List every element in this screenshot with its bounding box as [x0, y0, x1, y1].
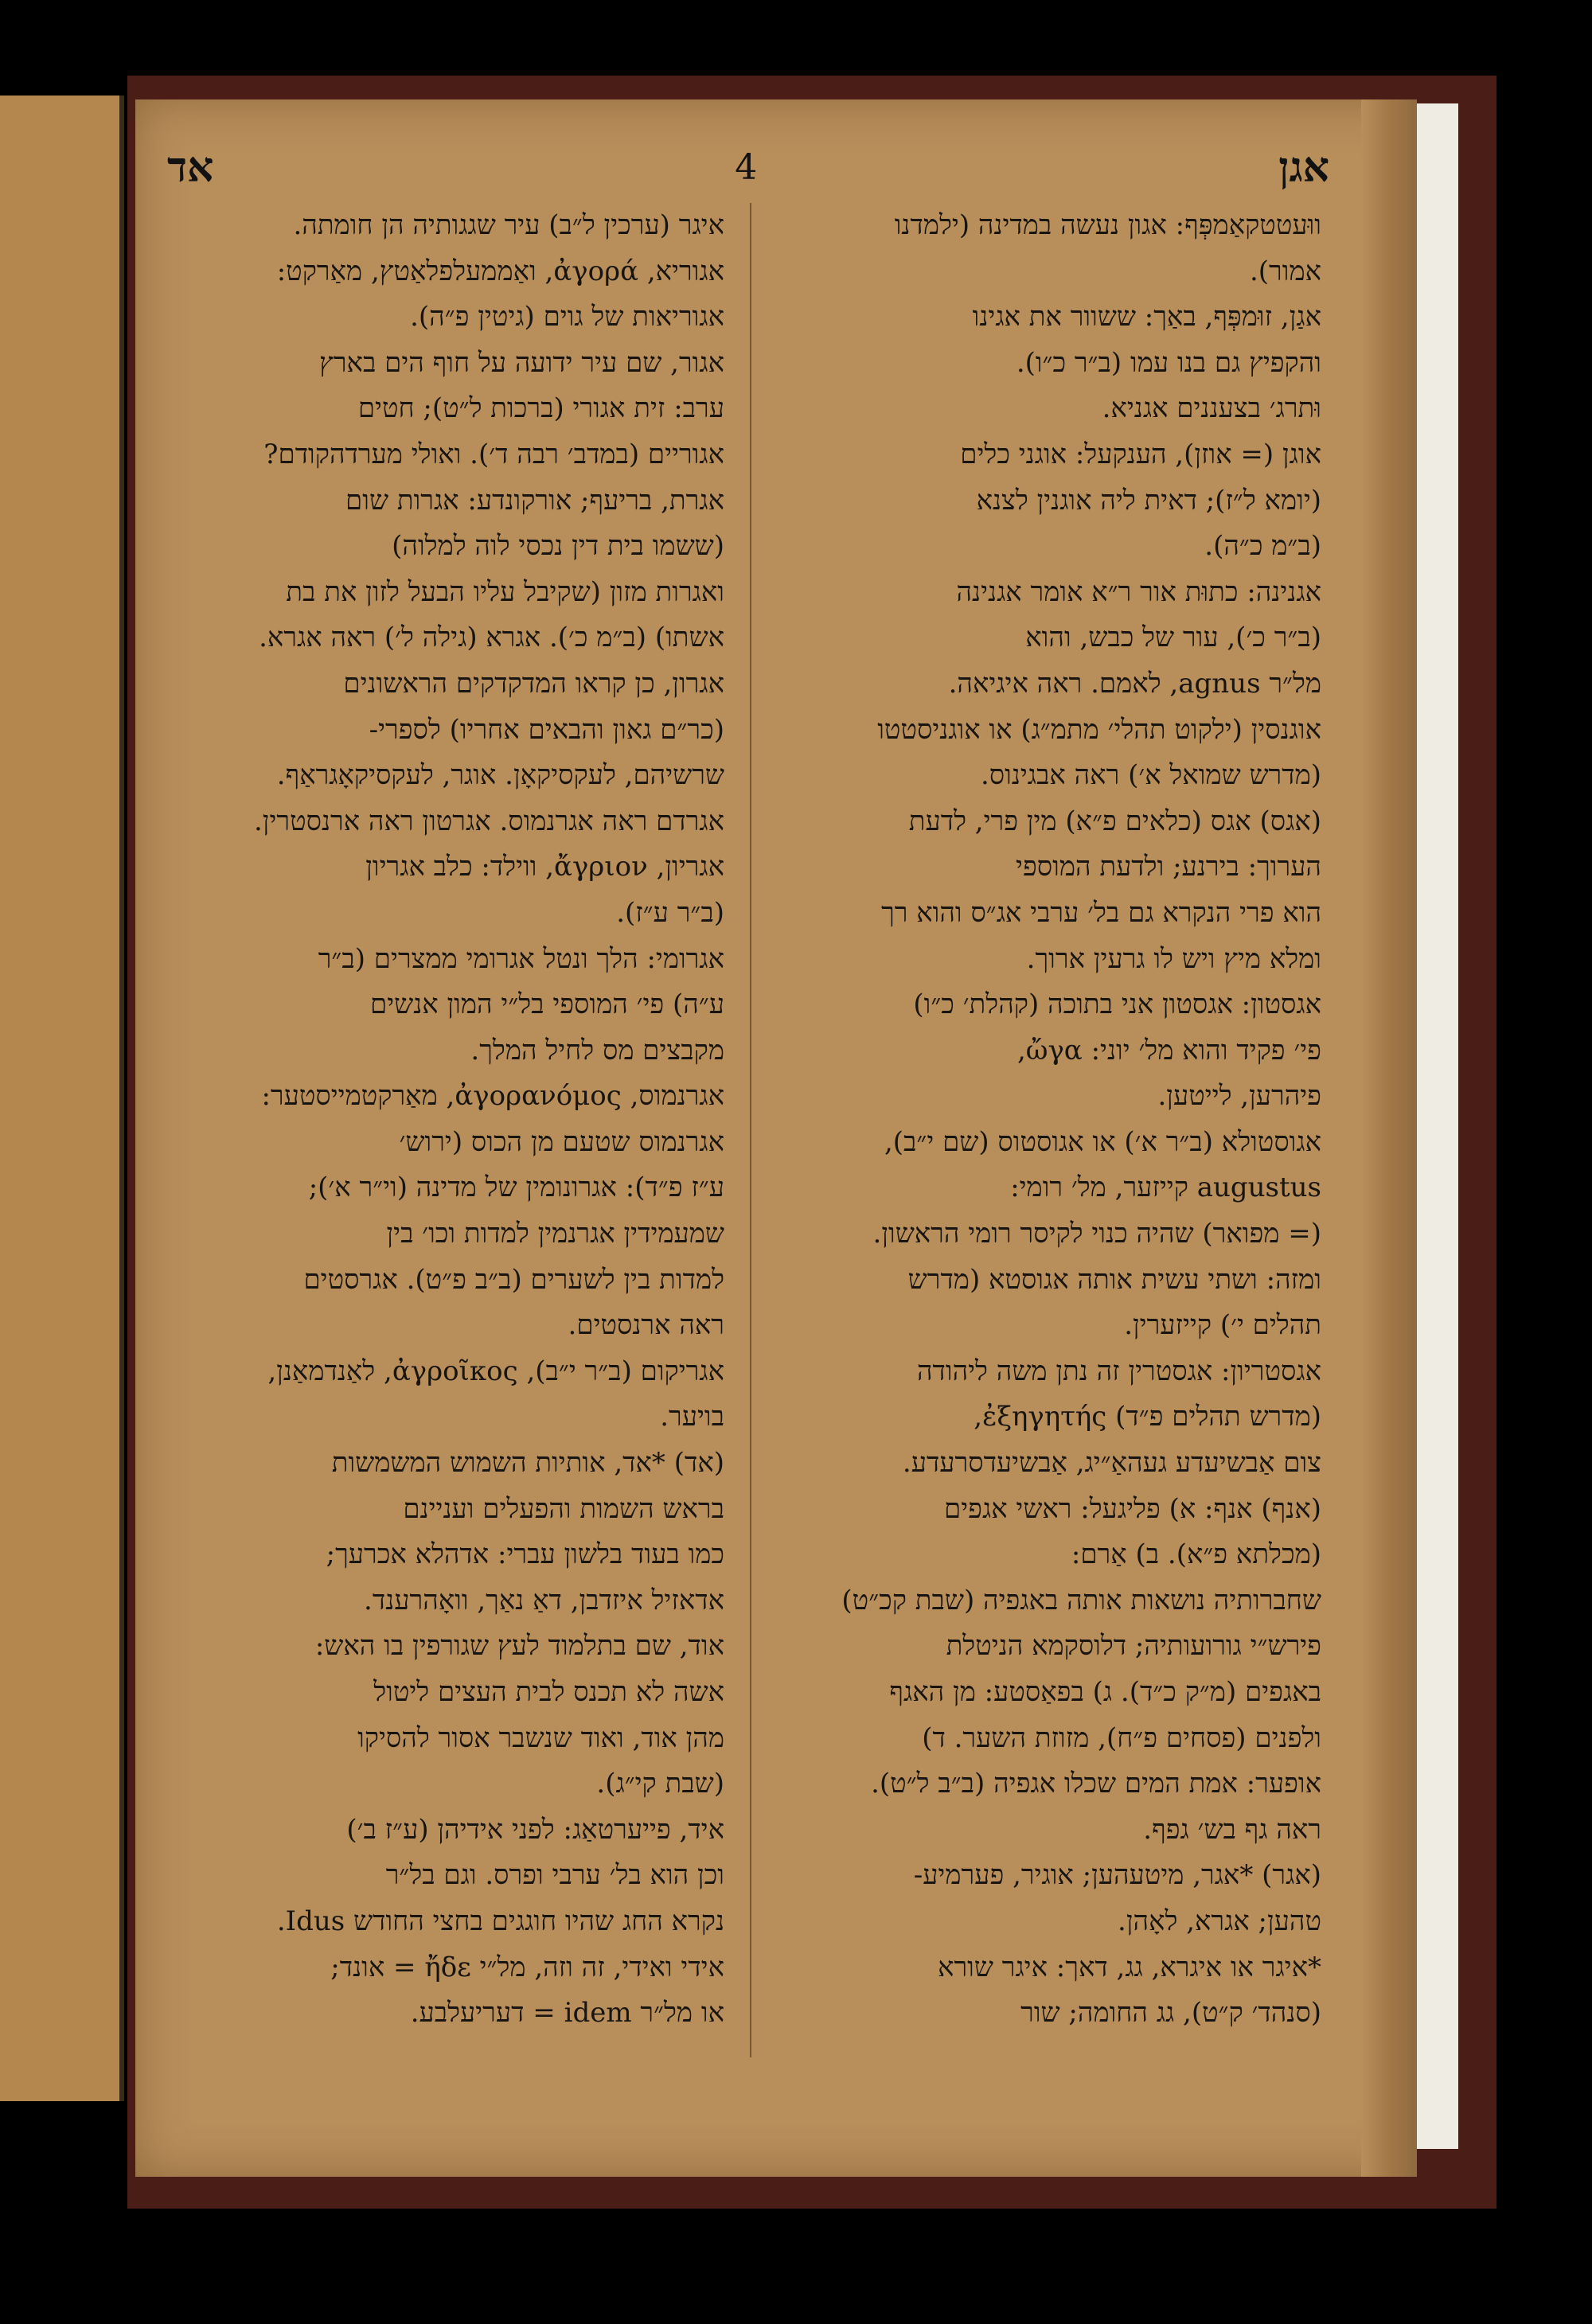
text-line: אידי ואידי, זה וזה, מל״י ἤδε = אונד; [330, 1951, 724, 1983]
text-line: אגריקום (ב״ר י״ב), ἀγροῖκος, לאַנדמאַנן, [267, 1355, 724, 1387]
text-line: (מכלתא פ״א). ב) אַרם: [1071, 1538, 1321, 1571]
text-line: וּתרג׳ בצעננים אגניא. [1102, 392, 1321, 425]
text-line: (ששמו בית דין נכסי לוה למלוה) [392, 530, 724, 563]
right-running-head: אגן [1278, 142, 1329, 192]
page-header [167, 131, 1329, 203]
text-line: אמור). [1249, 255, 1321, 287]
text-line: (יומא ל״ז); דאית ליה אוגנין לצנא [976, 484, 1321, 517]
right-column [776, 203, 1321, 2057]
text-line: (ב״מ כ״ה). [1204, 530, 1321, 563]
text-line: פירש״י גורועותיה; דלוסקמא הניטלת [946, 1630, 1321, 1663]
text-columns [179, 203, 1321, 2057]
text-line: ראה גף בש׳ גפף. [1143, 1813, 1321, 1846]
left-running-head: אד [167, 142, 214, 192]
text-line: בויער. [660, 1401, 724, 1433]
text-line: טהען; אגרא, לאָהן. [1118, 1905, 1321, 1937]
text-line: (מדרש שמואל א׳) ראה אבגינוס. [980, 759, 1321, 792]
text-line: פי׳ פקיד והוא מל׳ יוני: ὤγα, [1016, 1034, 1321, 1066]
text-line: אדאזיל איזדבן, דאַ נאַך, וואָהרענד. [364, 1584, 724, 1616]
facing-page-edge [0, 96, 124, 2101]
text-line: מקבצים מס לחיל המלך. [470, 1034, 724, 1066]
text-line: או מל״ר idem = דעריעלבע. [410, 1997, 724, 2030]
text-line: כמו בעוד בלשון עברי: אדהלא אכרעך; [326, 1538, 724, 1571]
text-line: אגוריא, ἀγορά, ואַממעלפלאַטץ, מאַרקט: [276, 255, 724, 287]
text-line: אגרנמוס שטעם מן הכוס (ירוש׳ [399, 1125, 724, 1158]
text-line: אשתו) (ב״מ כ׳). אגרא (גילה ל׳) ראה אגרא. [259, 622, 724, 654]
text-line: אגוריאות של גוים (גיטין פ״ה). [410, 301, 724, 333]
text-line: אשה לא תכנס לבית העצים ליטול [373, 1676, 724, 1708]
text-line: תהלים י׳) קייזערין. [1124, 1309, 1321, 1342]
text-line: איד, פייערטאַג: לפני אידיהן (ע״ז ב׳) [346, 1813, 724, 1846]
text-line: (אד) *אד, אותיות השמוש המשמשות [331, 1447, 724, 1480]
text-line: ערב: זית אגורי (ברכות ל״ט); חטים [357, 392, 724, 425]
text-line: ומלא מיץ ויש לו גרעין ארוך. [1026, 942, 1321, 975]
text-line: אגַן, זוּמפְּף, באַך: ששוור את אגינו [972, 301, 1321, 333]
text-line: נקרא החג שהיו חוגגים בחצי החודש Idus. [276, 1905, 724, 1937]
text-line: צום אַבשיעדע געהאַ״יג, אַבשיעדסרעדע. [902, 1447, 1321, 1480]
text-line: שמעמידין אגרנמין למדות וכו׳ בין [386, 1218, 724, 1250]
text-line: (ב״ר כ׳), עור של כבש, והוא [1025, 622, 1321, 654]
text-line: ווּעטטקאַמפְּף: אגון נעשה במדינה (ילמדנו [894, 209, 1321, 241]
left-column [179, 203, 724, 2057]
text-line: אגור, שם עיר ידועה על חוף הים בארץ [319, 346, 724, 379]
text-line: augustus קייזער, מל׳ רומי: [1010, 1172, 1321, 1204]
text-line: הוא פרי הנקרא גם בל׳ ערבי אג״ס והוא רך [881, 896, 1321, 929]
text-line: אגריון, ἄγριον, ווילד: כלב אגריון [365, 851, 724, 883]
text-line: (מדרש תהלים פ״ד) ἐξηγητής, [974, 1401, 1321, 1433]
text-line: מהן אוד, ואוד שנשבר אסור להסיקו [357, 1722, 724, 1754]
text-line: (אנף) אנף: א) פליגעל: ראשי אגפים [944, 1492, 1321, 1525]
text-line: ע״ה) פי׳ המוספי בל״י המון אנשים [370, 988, 724, 1021]
text-line: אגרת, בריעף; אורקונדע: אגרות שום [345, 484, 724, 517]
text-line: והקפיץ גם בנו עמו (ב״ר כ״ו). [1016, 346, 1321, 379]
text-line: אוגן (= אוזן), הענקעל: אוגני כלים [960, 438, 1321, 470]
page-number: 4 [735, 146, 758, 188]
text-line: *איגר או איגרא, גג, דאך: איגר שורא [938, 1951, 1321, 1983]
text-line: שחברותיה נושאות אותה באגפיה (שבת קכ״ט) [841, 1584, 1321, 1616]
dictionary-page [135, 99, 1417, 2177]
text-line: ואגרות מזון (שקיבל עליו הבעל לזון את בת [286, 575, 724, 608]
column-divider [750, 203, 751, 2057]
text-line: אגוריים (במדב׳ רבה ד׳). ואולי מערדהקודם? [263, 438, 724, 470]
text-line: אגסטריון: אגסטרין זה נתן משה ליהודה [916, 1355, 1321, 1387]
text-line: (ב״ר ע״ז). [616, 896, 724, 929]
text-line: איגר (ערכין ל״ב) עיר שגגותיה הן חומתה. [293, 209, 724, 241]
text-line: (אגר) *אגר, מיטעהען; אוגיר, פערמיע- [913, 1859, 1321, 1892]
text-line: אוד, שם בתלמוד לעץ שגורפין בו האש: [314, 1630, 724, 1663]
text-line: אגוסטולא (ב״ר א׳) או אגוסטוס (שם י״ב), [884, 1125, 1321, 1158]
text-line: ומזה: ושתי עשית אותה אגוסטא (מדרש [907, 1263, 1321, 1296]
text-line: (אגס) אגס (כלאים פ״א) מין פרי, לדעת [908, 805, 1321, 837]
text-line: פיהרען, לייטען. [1157, 1080, 1321, 1113]
text-line: באגפים (מ״ק כ״ד). ג) בפאַסטע: מן האגף [889, 1676, 1321, 1708]
text-line: ולפנים (פסחים פ״ח), מזוזת השער. ד) [922, 1722, 1321, 1754]
text-line: אגסטון: אגסטון אני בתוכה (קהלת׳ כ״ו) [913, 988, 1321, 1021]
text-line: (כר״ם גאון והבאים אחריו) לספרי- [369, 713, 724, 746]
text-line: אגרנמוס, ἀγορανόμος, מאַרקטמייסטער: [261, 1080, 724, 1113]
text-line: אוגנסין (ילקוט תהלי׳ מתמ״ג) או אוגניסטטו [877, 713, 1321, 746]
page-gutter-shadow [1361, 99, 1417, 2177]
text-line: אגרדם ראה אגרנמוס. אגרטון ראה ארנסטרין. [254, 805, 724, 837]
text-line: (סנהד׳ ק״ט), גג החומה; שור [1020, 1997, 1321, 2030]
text-line: אופער: אמת המים שכלו אגפיה (ב״ב ל״ט). [871, 1768, 1321, 1800]
text-line: אגרון, כן קראו המדקדקים הראשונים [343, 667, 724, 700]
text-line: ראה ארנסטים. [568, 1309, 724, 1342]
text-line: הערוך: בירנע; ולדעת המוספי [1016, 851, 1321, 883]
text-line: (שבת קי״ג). [596, 1768, 724, 1800]
text-line: וכן הוא בל׳ ערבי ופרס. וגם בל״ר [385, 1859, 724, 1892]
text-line: למדות בין לשערים (ב״ב פ״ט). אגרסטים [303, 1263, 724, 1296]
text-line: ע״ז פ״ד): אגרונומין של מדינה (וי״ר א׳); [308, 1172, 724, 1204]
text-line: אגנינה: כתוּת אור ר״א אומר אגנינה [956, 575, 1321, 608]
text-line: בראש השמות והפעלים ועניינם [403, 1492, 724, 1525]
text-line: מל״ר agnus, לאמם. ראה איגיאה. [948, 667, 1321, 700]
text-line: (= מפואר) שהיה כנוי לקיסר רומי הראשון. [872, 1218, 1321, 1250]
text-line: שרשיהם, לעקסיקאָן. אוגר, לעקסיקאָגראַף. [276, 759, 724, 792]
text-line: אגרומי: הלך ונטל אגרומי ממצרים (ב״ר [318, 942, 724, 975]
